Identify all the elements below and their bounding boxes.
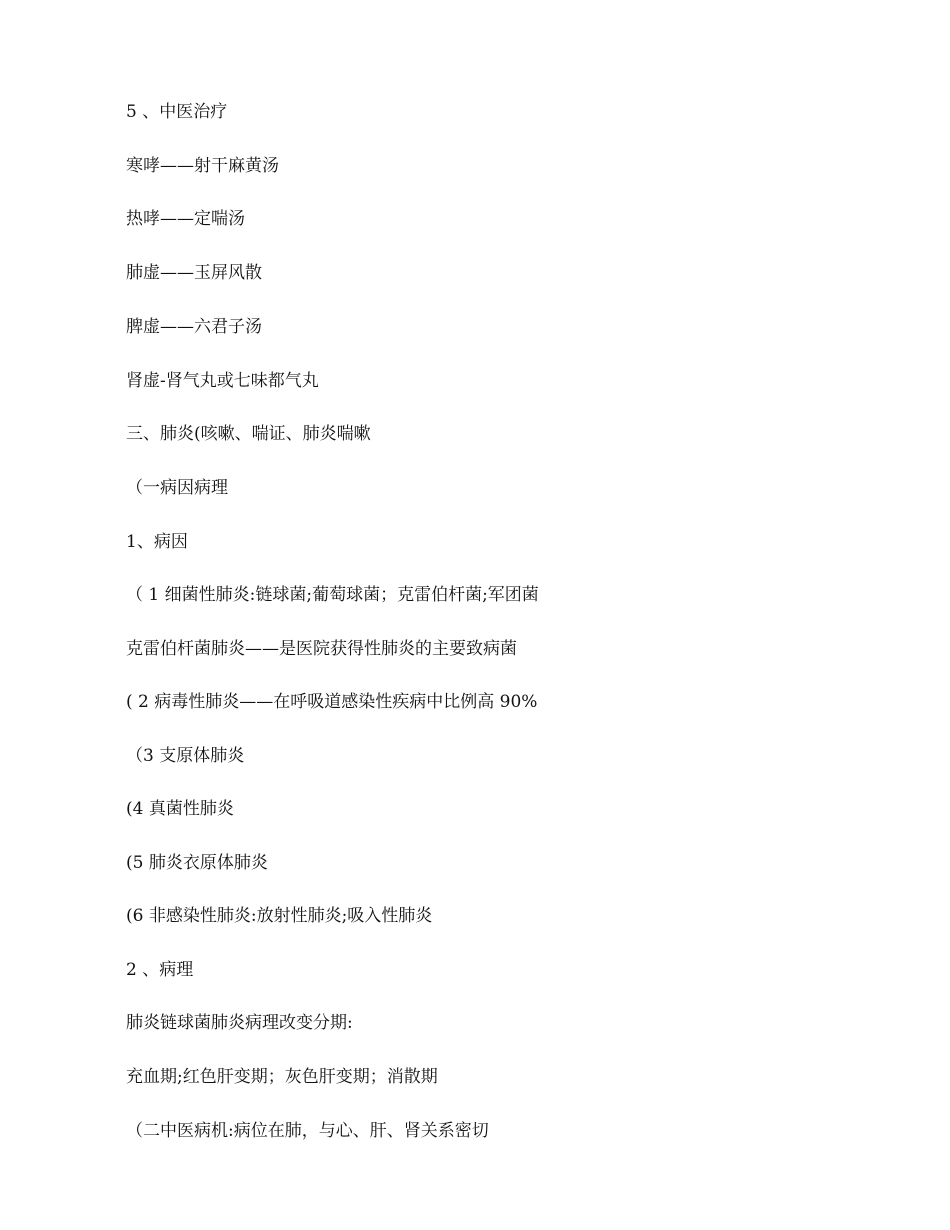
text-line: 热哮——定喘汤 xyxy=(126,209,245,229)
text-line: 肺炎链球菌肺炎病理改变分期: xyxy=(126,1013,353,1033)
text-line: 三、肺炎(咳嗽、喘证、肺炎喘嗽 xyxy=(126,424,371,444)
text-line: 肾虚-肾气丸或七味都气丸 xyxy=(126,371,319,391)
text-line: ( 2 病毒性肺炎——在呼吸道感染性疾病中比例高 90% xyxy=(126,692,538,712)
text-line: （3 支原体肺炎 xyxy=(126,746,245,766)
text-line: (4 真菌性肺炎 xyxy=(126,799,234,819)
text-line: 1、病因 xyxy=(126,532,188,552)
text-line: （一病因病理 xyxy=(126,478,228,498)
text-line: 充血期;红色肝变期；灰色肝变期；消散期 xyxy=(126,1067,438,1087)
text-line: 寒哮——射干麻黄汤 xyxy=(126,156,279,176)
text-line: 肺虚——玉屏风散 xyxy=(126,263,262,283)
text-line: 5 、中医治疗 xyxy=(126,102,228,122)
text-line: （二中医病机:病位在肺，与心、肝、肾关系密切 xyxy=(126,1121,489,1141)
text-line: （ 1 细菌性肺炎:链球菌;葡萄球菌；克雷伯杆菌;军团菌 xyxy=(126,585,539,605)
text-line: (5 肺炎衣原体肺炎 xyxy=(126,853,268,873)
text-line: (6 非感染性肺炎:放射性肺炎;吸入性肺炎 xyxy=(126,906,433,926)
text-line: 脾虚——六君子汤 xyxy=(126,317,262,337)
text-line: 克雷伯杆菌肺炎——是医院获得性肺炎的主要致病菌 xyxy=(126,639,517,659)
text-line: 2 、病理 xyxy=(126,960,194,980)
